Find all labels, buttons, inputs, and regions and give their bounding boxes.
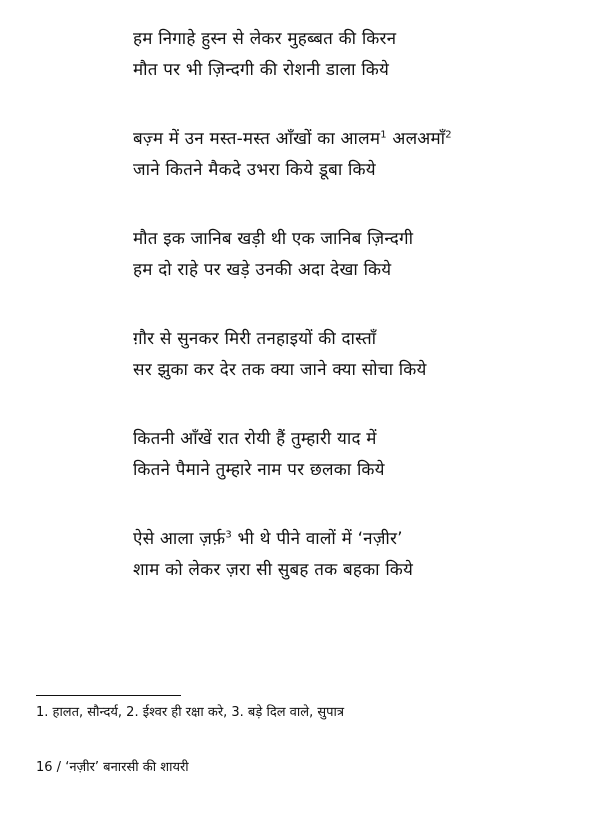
- poem-line: मौत पर भी ज़िन्दगी की रोशनी डाला किये: [133, 60, 390, 80]
- poem-line: शाम को लेकर ज़रा सी सुबह तक बहका किये: [133, 560, 414, 580]
- page-number: 16: [36, 760, 53, 775]
- stanza-5: [133, 424, 463, 486]
- poem-line: ग़ौर से सुनकर मिरी तनहाइयों की दास्ताँ: [133, 329, 377, 349]
- book-title: ‘नज़ीर’ बनारसी की शायरी: [65, 760, 189, 775]
- stanza-2: [133, 124, 463, 186]
- ghazal-poem: [133, 24, 463, 624]
- footer-separator: /: [52, 760, 66, 775]
- poem-line: [133, 524, 463, 555]
- stanza-6: [133, 524, 463, 586]
- footnote-divider: [36, 695, 181, 696]
- stanza-4: [133, 324, 463, 386]
- stanza-3: [133, 224, 463, 286]
- poem-line: मौत इक जानिब खड़ी थी एक जानिब ज़िन्दगी: [133, 229, 414, 249]
- poem-line: सर झुका कर देर तक क्या जाने क्या सोचा किये: [133, 360, 427, 380]
- poem-line: हम दो राहे पर खड़े उनकी अदा देखा किये: [133, 260, 392, 280]
- poem-line: कितने पैमाने तुम्हारे नाम पर छलका किये: [133, 460, 385, 480]
- footnote-marker: 2: [445, 129, 452, 141]
- poem-line: कितनी आँखें रात रोयी हैं तुम्हारी याद में: [133, 429, 377, 449]
- poem-line: हम निगाहे हुस्न से लेकर मुहब्बत की किरन: [133, 29, 397, 49]
- poem-text: भी थे पीने वालों में ‘नज़ीर’: [231, 529, 403, 549]
- poem-text: बज़्म में उन मस्त-मस्त आँखों का आलम: [133, 129, 381, 149]
- poem-line: जाने कितने मैकदे उभरा किये डूबा किये: [133, 160, 376, 180]
- poem-text: ऐसे आला ज़र्फ़: [133, 529, 226, 549]
- poem-text: अलअमाँ: [386, 129, 446, 149]
- stanza-1: [133, 24, 463, 86]
- page-footer: [36, 757, 189, 779]
- footnote-marker: 3: [225, 529, 232, 541]
- footnotes: 1. हालत, सौन्दर्य, 2. ईश्वर ही रक्षा करे, 3. बड़े दिल वाले, सुपात्र: [36, 705, 345, 720]
- poem-line: [133, 124, 463, 155]
- footnote-marker: 1: [380, 129, 387, 141]
